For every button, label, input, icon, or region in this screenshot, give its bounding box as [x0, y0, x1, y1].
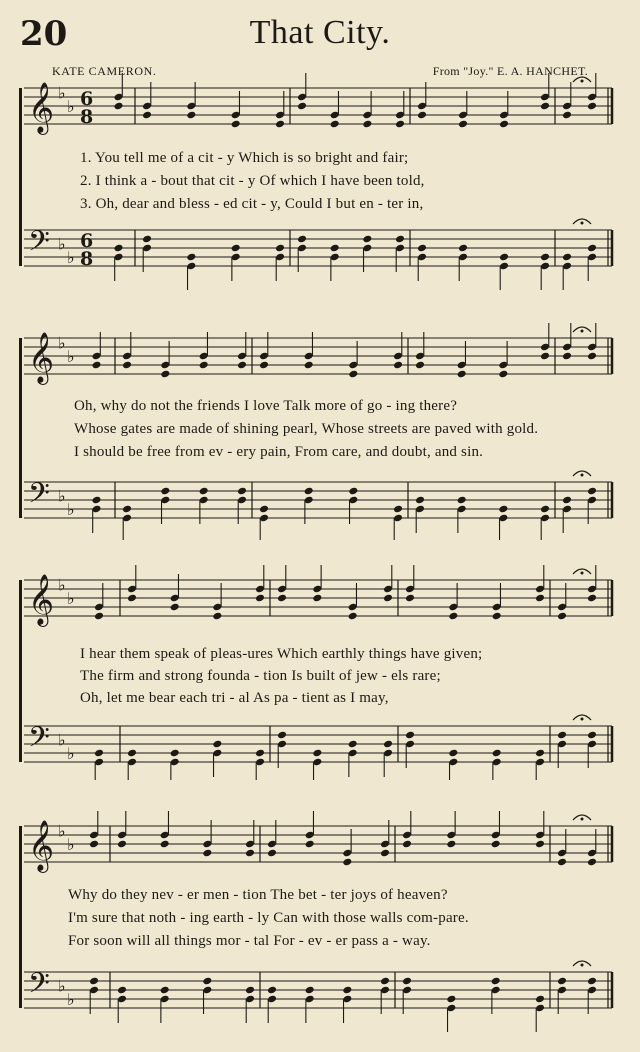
system-bracket: [19, 826, 22, 1008]
bass-clef: 𝄢: [28, 477, 50, 517]
flat-sign: ♭: [58, 575, 66, 595]
lyric-verse-2: I'm sure that noth - ing earth - ly Can with those walls com-pare.: [68, 910, 469, 926]
note-head: [535, 840, 545, 849]
flat-sign: ♭: [67, 744, 75, 763]
flat-sign: ♭: [67, 589, 75, 608]
lyric-verse-3: 3. Oh, dear and bless - ed cit - y, Could I but en - ter in,: [80, 196, 424, 212]
note-head: [245, 849, 255, 858]
treble-clef: 𝄞: [28, 332, 55, 383]
note-head: [446, 840, 456, 849]
note-head: [342, 986, 352, 995]
lyric-verse-2: The firm and strong founda - tion Is built of jew - els rare;: [80, 668, 441, 684]
time-signature-top: 6: [80, 230, 94, 252]
note-head: [491, 840, 501, 849]
treble-clef: 𝄞: [28, 820, 55, 871]
note-head: [380, 849, 390, 858]
note-head: [202, 849, 212, 858]
lyric-verse-1: 1. You tell me of a cit - y Which is so bright and fair;: [80, 150, 409, 166]
note-head: [491, 977, 501, 986]
note-head: [557, 977, 567, 986]
note-head: [160, 986, 170, 995]
note-head: [245, 986, 255, 995]
note-head: [117, 840, 127, 849]
note-head: [587, 977, 597, 986]
bass-clef: 𝄢: [28, 967, 50, 1007]
page-number: 20: [20, 14, 68, 54]
flat-sign: ♭: [67, 97, 75, 116]
lyric-verse-1: I hear them speak of pleas-ures Which earthly things have given;: [80, 646, 483, 662]
lyric-verse-1: Why do they nev - er men - tion The bet - ter joys of heaven?: [68, 887, 448, 903]
flat-sign: ♭: [58, 234, 66, 254]
bass-clef: 𝄢: [28, 225, 50, 265]
note-head: [89, 977, 99, 986]
flat-sign: ♭: [58, 486, 66, 506]
note-head: [557, 858, 567, 867]
note-head: [342, 858, 352, 867]
time-signature-bottom: 8: [80, 248, 94, 270]
note-head: [380, 977, 390, 986]
note-head: [117, 986, 127, 995]
flat-sign: ♭: [58, 333, 66, 353]
fermata-dot: [581, 964, 584, 967]
lyric-verse-3: I should be free from ev - ery pain, From care, and doubt, and sin.: [74, 444, 484, 460]
lyric-verse-2: 2. I think a - bout that cit - y Of which I have been told,: [80, 173, 425, 189]
bass-clef: 𝄢: [28, 721, 50, 761]
note-head: [305, 840, 315, 849]
note-head: [446, 995, 456, 1004]
lyric-verse-3: Oh, let me bear each tri - al As pa - tient as I may,: [80, 690, 389, 706]
lyric-verse-3: For soon will all things mor - tal For - ev - er pass a - way.: [68, 933, 431, 949]
source-credit: From "Joy." E. A. HANCHET.: [432, 64, 588, 78]
flat-sign: ♭: [58, 821, 66, 841]
note-head: [267, 849, 277, 858]
flat-sign: ♭: [58, 83, 66, 103]
flat-sign: ♭: [67, 347, 75, 366]
note-head: [305, 986, 315, 995]
note-head: [587, 858, 597, 867]
note-head: [535, 995, 545, 1004]
lyric-verse-2: Whose gates are made of shining pearl, Whose streets are paved with gold.: [74, 421, 539, 437]
flat-sign: ♭: [67, 990, 75, 1009]
note-head: [89, 840, 99, 849]
note-head: [160, 840, 170, 849]
note-head: [402, 977, 412, 986]
lyric-verse-1: Oh, why do not the friends I love Talk more of go - ing there?: [74, 398, 458, 414]
time-signature-bottom: 8: [80, 106, 94, 128]
hymn-title: That City.: [249, 14, 391, 51]
flat-sign: ♭: [67, 500, 75, 519]
flat-sign: ♭: [58, 976, 66, 996]
note-head: [402, 840, 412, 849]
time-signature-top: 6: [80, 88, 94, 110]
note-head: [202, 977, 212, 986]
fermata-dot: [581, 818, 584, 821]
flat-sign: ♭: [58, 730, 66, 750]
flat-sign: ♭: [67, 835, 75, 854]
treble-clef: 𝄞: [28, 574, 55, 625]
note-head: [267, 986, 277, 995]
treble-clef: 𝄞: [28, 82, 55, 133]
flat-sign: ♭: [67, 248, 75, 267]
author-credit: KATE CAMERON.: [52, 64, 157, 78]
